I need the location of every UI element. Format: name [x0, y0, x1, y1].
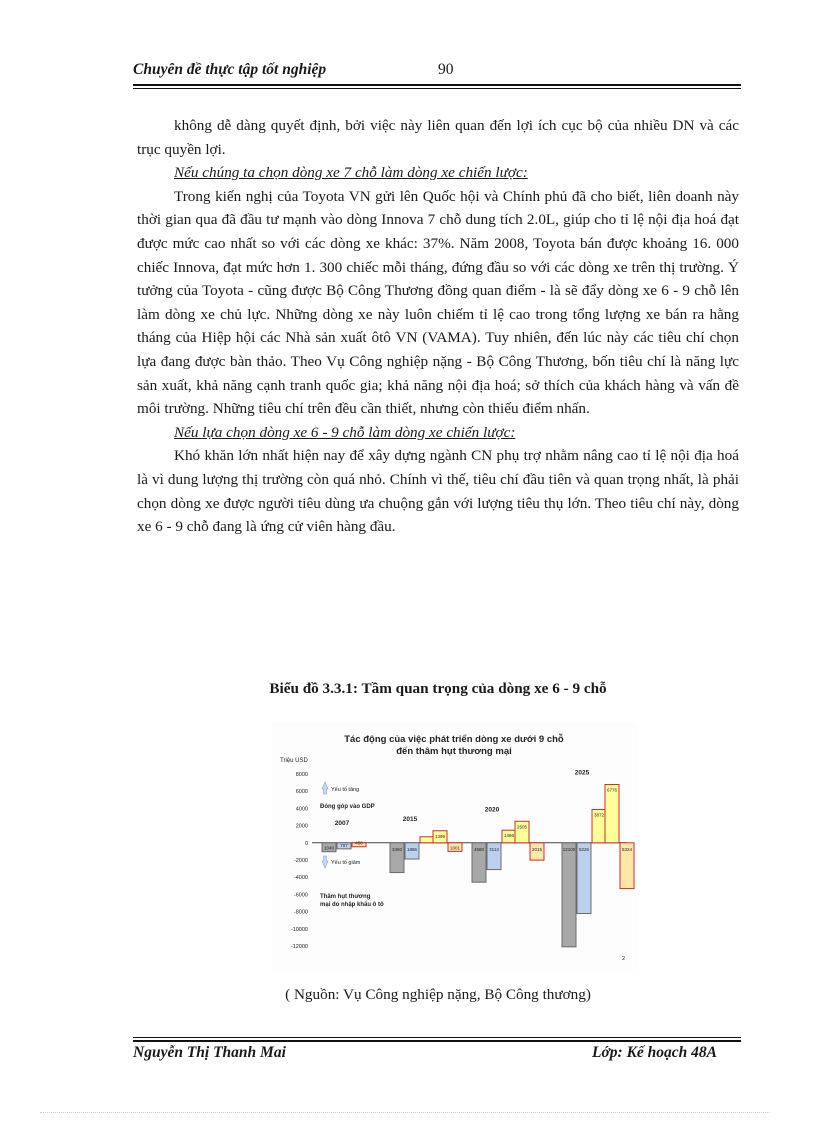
y-tick-label: 2000	[295, 823, 308, 830]
y-tick-label: -10000	[290, 926, 308, 933]
source-note: ( Nguồn: Vụ Công nghiệp nặng, Bộ Công thương)	[285, 986, 591, 1003]
paragraph: Trong kiến nghị của Toyota VN gửi lên Quốc hội và Chính phủ đã cho biết, liên doanh này thời gian qua đã đầu tư mạnh vào dòng Innova 7 chỗ dung tích 2.0L, giúp cho tỉ lệ nội địa hoá đạt được mức cao nhất so với các dòng xe khác: 37%. Năm 2008, Toyota bán được khoảng 16. 000 chiếc Innova, đạt mức hơn 1. 300 chiếc mỗi tháng, đứng đầu so với các dòng xe trên thị trường. Ý tưởng của Toyota - cũng được Bộ Công Thương đồng quan điểm - là sẽ đẩy dòng xe 6 - 9 chỗ lên làm dòng xe chủ lực. Những dòng xe này luôn chiếm tỉ lệ cao trong tổng lượng xe bán ra hằng tháng của Hiệp hội các Nhà sản xuất ôtô VN (VAMA). Tuy nhiên, đến lúc này các tiêu chí chọn lựa đang được bàn thảo. Theo Vụ Công nghiệp nặng - Bộ Công Thương, bốn tiêu chí là năng lực sản xuất, khả năng cạnh tranh quốc gia; khả năng nội địa hoá; sở thích của khách hàng và vấn đề môi trường. Những tiêu chí trên đều cần thiết, nhưng còn thiếu điểm nhấn.	[137, 187, 739, 418]
body-text	[137, 114, 739, 539]
chart-title: đến thâm hụt thương mại	[396, 746, 512, 757]
chart-bar	[577, 843, 591, 914]
chart-bar	[562, 843, 576, 947]
page-header	[133, 58, 741, 84]
increase-arrow-icon	[322, 782, 328, 794]
annotation-increase: Yếu tố tăng	[331, 787, 360, 793]
page-number: 90	[438, 61, 454, 78]
y-tick-label: -6000	[293, 892, 308, 899]
y-tick-label: 6000	[295, 789, 308, 796]
footer-class: Lớp: Kế hoạch 48A	[592, 1044, 717, 1061]
page-edge-dots	[40, 1112, 770, 1113]
chart-figure	[272, 722, 637, 970]
decrease-arrow-icon	[322, 856, 328, 868]
bar-value-label: 3872	[593, 812, 605, 818]
bar-value-label: 2505	[516, 824, 528, 830]
bar-value-label: 1001	[449, 845, 461, 851]
bar-value-label: 1040	[323, 845, 335, 851]
bar-value-label: 707	[340, 842, 348, 848]
section-heading: Nếu chúng ta chọn dòng xe 7 chỗ làm dòng xe chiến lược:	[174, 164, 528, 182]
footer-rule-thin	[133, 1037, 741, 1038]
footer-author: Nguyễn Thị Thanh Mai	[133, 1044, 286, 1061]
header-rule-thin	[133, 88, 741, 89]
y-tick-label: -2000	[293, 858, 308, 864]
y-tick-label: -12000	[290, 944, 308, 950]
bar-value-label: 3114	[489, 846, 499, 852]
bar-value-label: 12100	[562, 846, 576, 852]
y-tick-label: 4000	[295, 806, 308, 813]
bar-value-label: 2015	[531, 846, 543, 852]
bar-value-label: 6776	[606, 787, 618, 793]
bar-value-label: 1886	[406, 846, 418, 852]
annotation-corner: 2	[622, 956, 626, 962]
section-heading: Nếu lựa chọn dòng xe 6 - 9 chỗ làm dòng xe chiến lược:	[174, 423, 516, 441]
bar-value-label: 5324	[621, 846, 633, 852]
paragraph: Khó khăn lớn nhất hiện nay để xây dựng ngành CN phụ trợ nhằm nâng cao tỉ lệ nội địa hoá là vì dung lượng thị trường còn quá nhỏ. Chính vì thế, tiêu chí đầu tiên và quan trọng nhất, là phải chọn dòng xe được người tiêu dùng ưa chuộng gắn với lượng tiêu thụ lớn. Theo tiêu chí này, dòng xe 6 - 9 chỗ đang là ứng cử viên hàng đầu.	[137, 447, 739, 536]
group-year-label: 2025	[574, 769, 590, 777]
y-tick-label: -4000	[293, 875, 308, 882]
annotation-decrease: Yếu tố giảm	[331, 860, 361, 866]
y-axis-label: Triệu USD	[280, 758, 308, 764]
group-year-label: 2007	[334, 819, 350, 827]
y-tick-label: 8000	[295, 772, 308, 778]
bar-value-label: 1466	[503, 833, 515, 839]
annotation-deficit: mại do nhập khẩu ô tô	[320, 902, 384, 908]
bar-value-label: 1399	[434, 833, 446, 839]
y-tick-label: 0	[304, 840, 308, 847]
figure-caption: Biểu đồ 3.3.1: Tầm quan trọng của dòng xe 6 - 9 chỗ	[269, 680, 607, 697]
footer-rule	[133, 1040, 741, 1042]
group-year-label: 2015	[402, 815, 418, 823]
bar-value-label: 4580	[473, 846, 485, 852]
chart-bar	[605, 785, 619, 843]
paragraph: không dễ dàng quyết định, bởi việc này liên quan đến lợi ích cục bộ của nhiều DN và các trục quyền lợi.	[137, 117, 739, 158]
bar-value-label: 8226	[578, 846, 590, 852]
document-title: Chuyên đề thực tập tốt nghiệp	[133, 61, 327, 78]
header-rule	[133, 84, 741, 86]
chart-title: Tác động của việc phát triển dòng xe dưới 9 chỗ	[344, 734, 564, 745]
group-year-label: 2020	[484, 806, 500, 814]
chart-bar	[420, 837, 434, 843]
annotation-gdp: Đóng góp vào GDP	[320, 804, 375, 810]
bar-value-label: 3460	[391, 846, 403, 852]
chart-svg	[272, 722, 637, 970]
annotation-deficit: Thâm hụt thương	[320, 894, 371, 900]
bar-value-label: 458	[355, 840, 363, 846]
y-tick-label: -8000	[293, 909, 308, 916]
